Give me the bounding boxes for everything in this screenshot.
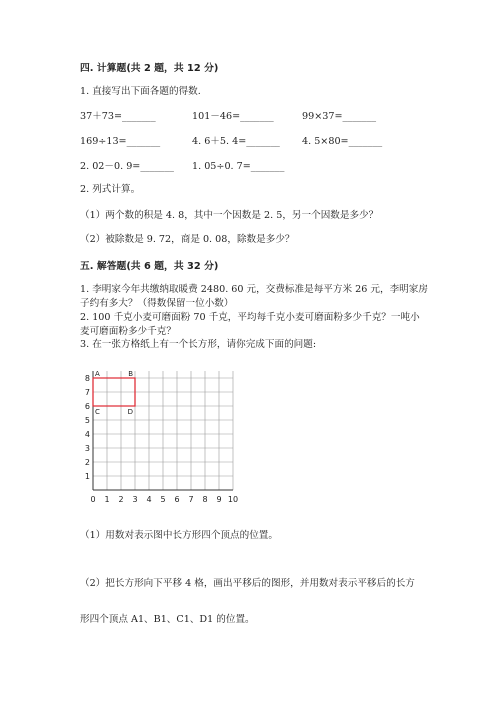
calc-item: 1. 05÷0. 7=_______: [192, 161, 285, 172]
x-tick-label: 2: [118, 495, 124, 504]
y-tick-label: 5: [84, 416, 90, 425]
x-tick-label: 10: [227, 495, 239, 504]
problem-1-line: 1. 李明家今年共缴纳取暖费 2480. 60 元，交费标准是每平方米 26 元，李明家房: [80, 284, 428, 295]
calc-item: 4. 6＋5. 4=_______: [192, 136, 280, 147]
problem-2-line: 麦可磨面粉多少千克？: [80, 326, 176, 337]
calc-item: 101－46=_______: [192, 111, 274, 122]
problem-3-prompt: 3. 在一张方格纸上有一个长方形，请你完成下面的问题:: [80, 339, 317, 350]
calc-item: 99×37=_______: [302, 111, 377, 122]
question-2-prompt: 2. 列式计算。: [80, 184, 141, 195]
problem-1-line: 子约有多大？（得数保留一位小数）: [80, 298, 234, 309]
calc-item: 4. 5×80=_______: [302, 136, 383, 147]
y-tick-label: 4: [84, 430, 90, 439]
vertex-label-d: D: [127, 408, 133, 416]
question-2-item: （2）被除数是 9. 72，商是 0. 08，除数是多少？: [80, 234, 295, 245]
calc-item: 2. 02－0. 9=_______: [80, 161, 174, 172]
x-tick-label: 9: [216, 495, 222, 504]
x-tick-label: 1: [104, 495, 110, 504]
problem-3-sub-2-cont: 形四个顶点 A1、B1、C1、D1 的位置。: [80, 614, 255, 625]
problem-3-sub-1: （1）用数对表示图中长方形四个顶点的位置。: [80, 530, 278, 541]
vertex-label-b: B: [128, 371, 133, 378]
section-5-title: 五. 解答题(共 6 题，共 32 分): [80, 261, 219, 272]
x-tick-label: 4: [146, 495, 152, 504]
y-tick-label: 6: [84, 402, 90, 411]
x-tick-label: 8: [202, 495, 208, 504]
y-tick-label: 8: [84, 374, 90, 383]
y-tick-label: 7: [84, 388, 90, 397]
question-1-prompt: 1. 直接写出下面各题的得数.: [80, 86, 201, 97]
vertex-label-a: A: [95, 371, 100, 378]
y-tick-label: 2: [84, 458, 90, 467]
question-2-item: （1）两个数的积是 4. 8，其中一个因数是 2. 5，另一个因数是多少？: [80, 210, 379, 221]
y-tick-label: 1: [84, 472, 90, 481]
section-4-title: 四. 计算题(共 2 题，共 12 分): [80, 63, 219, 74]
y-tick-label: 3: [84, 444, 90, 453]
x-tick-label: 5: [160, 495, 166, 504]
coordinate-grid: [82, 371, 242, 511]
x-tick-label: 6: [174, 495, 180, 504]
problem-2-line: 2. 100 千克小麦可磨面粉 70 千克，平均每千克小麦可磨面粉多少千克？一吨小: [80, 312, 420, 323]
problem-3-sub-2: （2）把长方形向下平移 4 格，画出平移后的图形，并用数对表示平移后的长方: [80, 578, 415, 589]
calc-item: 37＋73=_______: [80, 111, 156, 122]
x-tick-label: 3: [132, 495, 138, 504]
calc-item: 169÷13=_______: [80, 136, 161, 147]
vertex-label-c: C: [95, 408, 100, 416]
grid-svg: [82, 371, 242, 511]
x-tick-label: 0: [90, 495, 96, 504]
x-tick-label: 7: [188, 495, 194, 504]
